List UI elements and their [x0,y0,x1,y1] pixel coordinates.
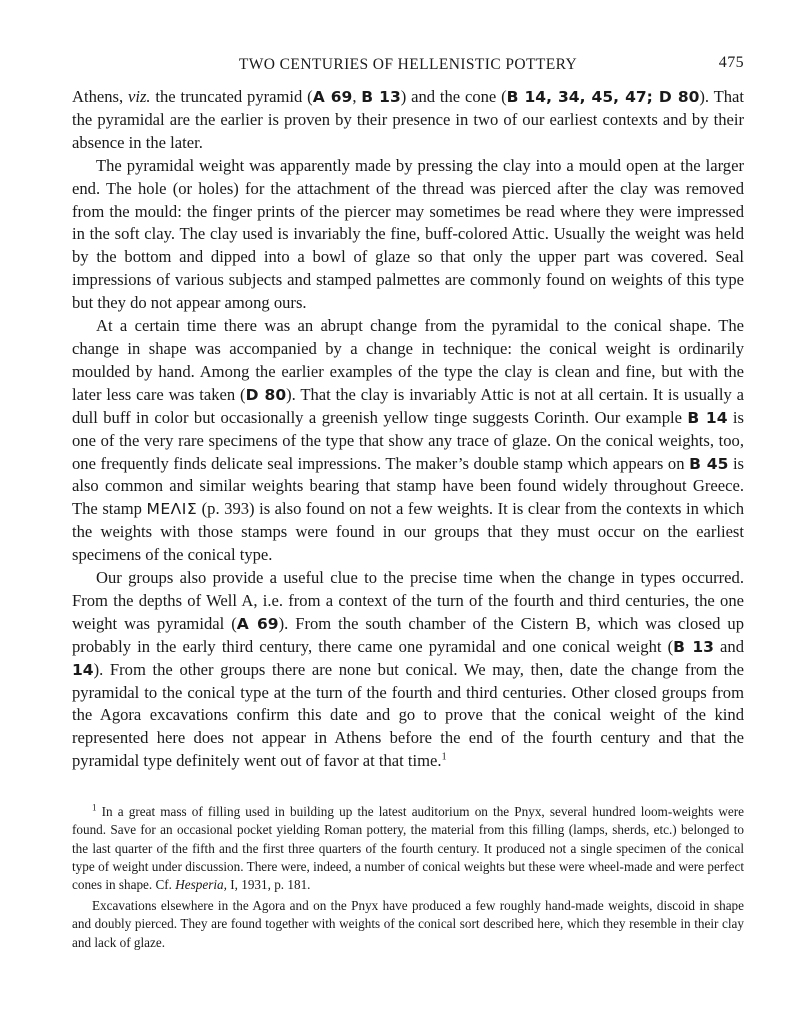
paragraph-2: The pyramidal weight was apparently made by pressing the clay into a mould open at the larger end. The hole (or holes) for the attachment of the thread was pierced after the clay was removed from the mould: the finger prints of the piercer may sometimes be read where they were impressed in the soft clay. The clay used is invariably the fine, buff-colored Attic. Usually the weight was held by the bottom and dipped into a bowl of glaze so that only the upper part was covered. Seal impressions of various subjects and stamped palmettes are commonly found on weights of this type but they do not appear among ours. [72,155,744,313]
journal-title: Hesperia, [175,877,227,892]
catalogue-ref: A 69 [236,614,279,633]
footnote-1: $^1$ In a great mass of filling used in building up the latest auditorium on the Pnyx, several hundred loom-weights were found. Save for an occasional pocket yielding Roman pottery, the material from this filling (lamps, sherds, etc.) belonged to the last quarter of the fifth and the first three quarters of the fourth century. It produced not a single specimen of the conical type of weight under discussion. There were, indeed, a number of conical weights but these were wheel-made and were perfect cones in shape. Cf. Hesperia, I, 1931, p. 181. [72,802,744,892]
catalogue-ref: A 69 [312,88,353,106]
catalogue-ref: D 80 [245,385,287,404]
page [72,52,744,955]
running-header [72,52,744,80]
paragraph-3: At a certain time there was an abrupt change from the pyramidal to the conical shape. The change in shape was accompanied by a change in technique: the conical weight is ordinarily moulded by hand. Among the earlier examples of the type the clay is clean and fine, but with the later less care was taken (D 80). That the clay is invariably Attic is not at all certain. It is usually a dull buff in color but occasionally a greenish yellow tinge suggests Corinth. Our example B 14 is one of the very rare specimens of the type that show any trace of glaze. On the conical weights, too, one frequently finds delicate seal impressions. The maker’s double stamp which appears on B 45 is also common and similar weights bearing that stamp have been found widely throughout Greece. The stamp ΜΕΛΙΣ (p. 393) is also found on not a few weights. It is clear from the contexts in which the weights with those stamps were found in our groups that they must occur on the earliest specimens of the conical type. [72,316,745,565]
footnote-reference[interactable]: 1 [441,751,447,763]
footnote-mark: 1 [92,802,97,813]
footnotes [72,803,744,952]
running-title: TWO CENTURIES OF HELLENISTIC POTTERY [238,56,578,73]
main-text [72,86,744,773]
greek-stamp-text: ΜΕΛΙΣ [146,500,198,519]
catalogue-ref: B 13 [361,88,401,106]
catalogue-ref: B 13 [673,637,714,656]
page-number: 475 [718,54,744,71]
catalogue-ref: B 45 [689,454,729,473]
footnote-2: Excavations elsewhere in the Agora and on the Pnyx have produced a few roughly hand-made weights, discoid in shape and doubly pierced. They are found together with weights of the conical sort described here, which they resemble in their clay and lack of glaze. [72,898,744,950]
catalogue-ref: B 14 [687,408,728,427]
catalogue-ref: 14 [72,660,94,679]
paragraph-4: Our groups also provide a useful clue to the precise time when the change in types occurred. From the depths of Well A, i.e. from a context of the turn of the fourth and third centuries, the one weight was pyramidal (A 69). From the south chamber of the Cistern B, which was closed up probably in the early third century, there came one pyramidal and one conical weight (B 13 and 14). From the other groups there are none but conical. We may, then, date the change from the pyramidal to the conical type at the turn of the fourth and third centuries. Other closed groups from the Agora excavations confirm this date and go to prove that the conical weight of the kind represented here does not appear in Athens before the end of the fourth century and that the pyramidal type definitely went out of favor at that time.$^1$ [72,568,745,771]
paragraph-1: Athens, viz. the truncated pyramid (A 69, B 13) and the cone (B 14, 34, 45, 47; D 80). That the pyramidal are the earlier is proven by their presence in two of our earliest contexts and by their absence in the later. [72,87,745,152]
catalogue-ref: B 14, 34, 45, 47; D 80 [506,88,700,106]
